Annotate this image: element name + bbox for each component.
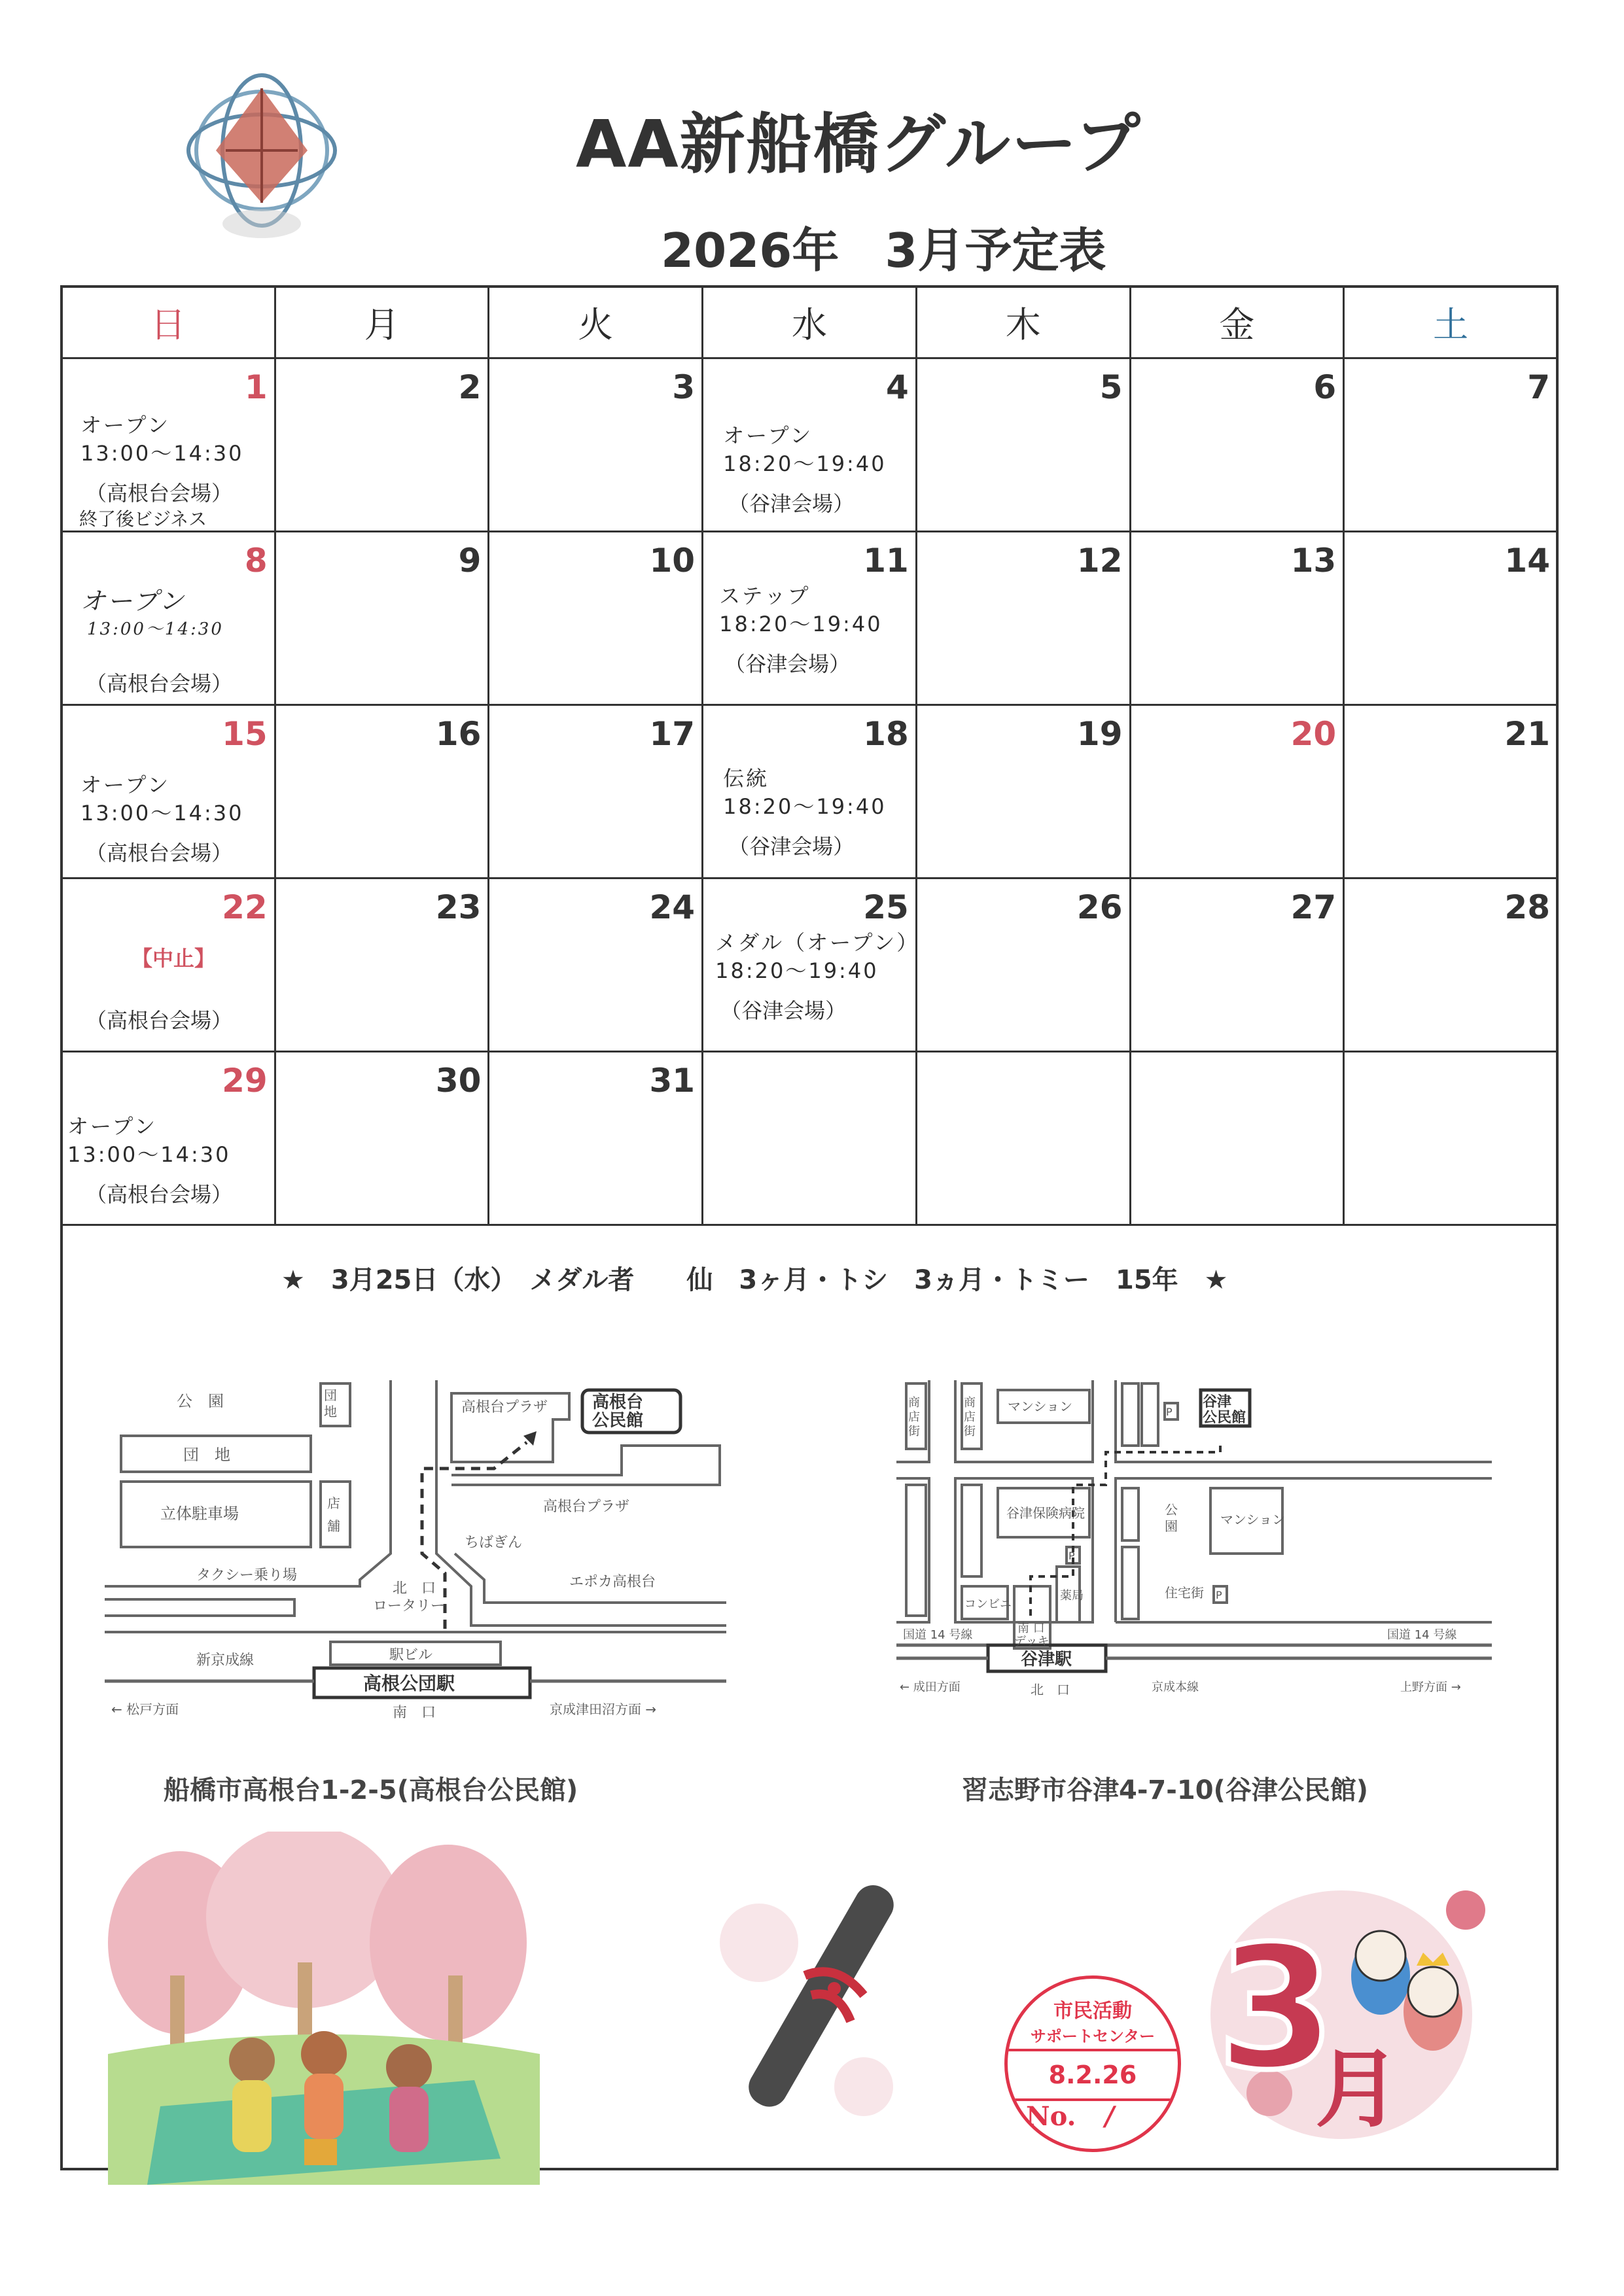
day-number: 3 [672, 368, 696, 406]
day-cell [916, 358, 1130, 532]
day-cell [275, 705, 489, 878]
svg-text:← 松戸方面: ← 松戸方面 [111, 1701, 179, 1717]
event-title: メダル（オープン） [715, 930, 920, 955]
svg-text:立体駐車場: 立体駐車場 [160, 1505, 239, 1523]
day-number: 5 [1099, 368, 1123, 406]
weekday-saturday: 土 [1344, 287, 1558, 358]
day-number: 4 [886, 368, 909, 406]
day-number-holiday: 20 [1290, 715, 1337, 753]
svg-text:公民館: 公民館 [592, 1411, 644, 1431]
day-cell-empty [1344, 1052, 1558, 1225]
day-number: 12 [1076, 542, 1123, 580]
day-number: 10 [649, 542, 696, 580]
day-cell-empty [916, 1052, 1130, 1225]
day-cell [489, 532, 703, 705]
day-number: 8 [244, 542, 268, 580]
day-cell [1130, 358, 1344, 532]
svg-text:商: 商 [908, 1396, 920, 1410]
day-cell [489, 878, 703, 1052]
day-cell [916, 878, 1130, 1052]
map-takanedai-caption: 船橋市高根台1-2-5(高根台公民館) [164, 1775, 578, 1805]
svg-text:京成本線: 京成本線 [1152, 1680, 1199, 1694]
svg-text:谷津: 谷津 [1203, 1394, 1232, 1410]
event-venue: （谷津会場） [724, 652, 851, 677]
event-time: 18:20〜19:40 [719, 612, 883, 637]
svg-text:高根台: 高根台 [592, 1393, 644, 1412]
day-number: 11 [863, 542, 909, 580]
svg-text:谷津保険病院: 谷津保険病院 [1006, 1505, 1085, 1521]
takanedai-map-labels [111, 1387, 656, 1721]
svg-text:マンション: マンション [1008, 1399, 1073, 1414]
event-time: 13:00〜14:30 [67, 1142, 231, 1168]
svg-text:園: 園 [1165, 1518, 1178, 1534]
day-number: 23 [435, 888, 482, 926]
svg-text:高根台プラザ: 高根台プラザ [461, 1399, 548, 1416]
day-number: 9 [458, 542, 482, 580]
diploma-scroll-illustration [707, 1864, 903, 2139]
day-number: 13 [1290, 542, 1337, 580]
map-yatsu [890, 1334, 1505, 1740]
svg-text:谷津駅: 谷津駅 [1021, 1650, 1072, 1669]
day-cell [1344, 358, 1558, 532]
day-cell-empty [703, 1052, 917, 1225]
day-cell [275, 878, 489, 1052]
reception-stamp [1004, 1975, 1181, 2152]
event-venue: （谷津会場） [728, 834, 855, 860]
event-title: オープン [67, 1114, 158, 1139]
cancel-label: 【中止】 [132, 946, 216, 971]
weekday-tuesday: 火 [489, 287, 703, 358]
event [703, 582, 915, 679]
svg-text:京成津田沼方面 →: 京成津田沼方面 → [550, 1701, 657, 1717]
weekday-friday: 金 [1130, 287, 1344, 358]
weekday-header-row [62, 287, 1558, 358]
weekday-thursday: 木 [916, 287, 1130, 358]
svg-text:公: 公 [1165, 1502, 1178, 1518]
page-title: AA新船橋グループ [576, 106, 1142, 183]
day-number: 21 [1504, 715, 1550, 753]
svg-text:コンビニ: コンビニ [964, 1597, 1012, 1611]
event-venue: （高根台会場） [86, 1182, 233, 1208]
weekday-sunday: 日 [62, 287, 275, 358]
day-cell [703, 878, 920, 1052]
svg-text:上野方面 →: 上野方面 → [1400, 1680, 1461, 1694]
week-row [62, 532, 1558, 705]
event-time: 18:20〜19:40 [723, 794, 887, 820]
day-number: 2 [458, 368, 482, 406]
day-cell [1344, 532, 1558, 705]
day-cell [916, 705, 1130, 878]
svg-text:デッキ: デッキ [1014, 1635, 1050, 1648]
day-cell [703, 532, 917, 705]
day-cell [489, 705, 703, 878]
day-cell [489, 1052, 703, 1225]
day-cell [1130, 705, 1344, 878]
day-cell [62, 878, 275, 1052]
week-row [62, 705, 1558, 878]
calendar-grid [60, 285, 1559, 1226]
svg-text:店: 店 [964, 1410, 976, 1424]
svg-text:薬局: 薬局 [1060, 1589, 1084, 1603]
svg-text:南 口: 南 口 [393, 1705, 436, 1721]
stamp-line1: 市民活動 [1053, 2000, 1132, 2023]
event-venue: （高根台会場） [86, 841, 233, 866]
day-number: 30 [435, 1062, 482, 1100]
svg-text:P: P [1068, 1550, 1075, 1562]
event-venue: （高根台会場） [86, 671, 233, 697]
day-number: 26 [1076, 888, 1123, 926]
day-number: 18 [863, 715, 909, 753]
month-char: 月 [1315, 2040, 1401, 2139]
day-cell [703, 358, 917, 532]
svg-text:国道 14 号線: 国道 14 号線 [903, 1628, 973, 1642]
month-label: 3月予定表 [885, 223, 1106, 278]
week-row [62, 358, 1558, 532]
svg-text:店: 店 [908, 1410, 920, 1424]
day-number: 27 [1290, 888, 1337, 926]
svg-text:街: 街 [908, 1425, 920, 1438]
aa-logo-icon [180, 52, 344, 249]
day-cell [62, 1052, 275, 1225]
day-cell-empty [1130, 1052, 1344, 1225]
svg-text:高根公団駅: 高根公団駅 [363, 1673, 455, 1694]
svg-text:マンション: マンション [1220, 1512, 1286, 1527]
day-cell [703, 705, 917, 878]
day-cell [62, 705, 275, 878]
day-cell [62, 532, 275, 705]
month-number: 3 [1217, 1910, 1335, 2108]
day-cell [1344, 705, 1558, 878]
stamp-no-label: No. [1026, 2101, 1076, 2132]
weekday-monday: 月 [275, 287, 489, 358]
svg-text:駅ビル: 駅ビル [389, 1647, 433, 1663]
week-row [62, 1052, 1558, 1225]
svg-text:エポカ高根台: エポカ高根台 [569, 1574, 656, 1590]
day-number: 6 [1313, 368, 1337, 406]
day-number: 22 [222, 888, 268, 926]
svg-text:高根台プラザ: 高根台プラザ [543, 1499, 630, 1515]
day-number: 29 [222, 1062, 268, 1100]
day-number: 17 [649, 715, 696, 753]
day-number: 24 [649, 888, 696, 926]
day-number: 19 [1076, 715, 1123, 753]
day-cell [62, 358, 275, 532]
week-row [62, 878, 1558, 1052]
event-title: オープン [723, 423, 813, 448]
event-venue: （谷津会場） [720, 998, 847, 1024]
event-title: オープン [80, 773, 171, 797]
day-number: 25 [863, 888, 909, 926]
march-hina-decoration [1184, 1884, 1498, 2146]
map-yatsu-caption: 習志野市谷津4-7-10(谷津公民館) [962, 1775, 1369, 1805]
day-number: 7 [1527, 368, 1550, 406]
event-venue: （高根台会場） [86, 1008, 233, 1034]
event-venue: （谷津会場） [728, 491, 855, 517]
map-takanedai [98, 1334, 726, 1740]
svg-text:ロータリー: ロータリー [373, 1598, 446, 1614]
stamp-line2: サポートセンター [1008, 2023, 1178, 2051]
medal-notice: ★ 3月25日（水） メダル者 仙 3ヶ月・トシ 3ヵ月・トミー 15年 ★ [281, 1265, 1228, 1295]
event [62, 411, 274, 531]
day-number: 28 [1504, 888, 1550, 926]
event [62, 931, 274, 1035]
svg-text:国道 14 号線: 国道 14 号線 [1387, 1628, 1457, 1642]
svg-text:公民館: 公民館 [1203, 1410, 1246, 1426]
event-handwritten [62, 585, 274, 699]
svg-text:← 成田方面: ← 成田方面 [900, 1680, 961, 1694]
event [703, 765, 915, 861]
event [62, 771, 274, 868]
schedule-subtitle [661, 213, 1106, 281]
svg-text:南 口: 南 口 [1017, 1622, 1045, 1635]
event-time: 18:20〜19:40 [723, 451, 887, 477]
day-cell [1130, 878, 1344, 1052]
day-cell [1130, 532, 1344, 705]
svg-text:公 園: 公 園 [177, 1392, 224, 1410]
svg-text:新京成線: 新京成線 [196, 1652, 255, 1669]
svg-text:北 口: 北 口 [393, 1580, 436, 1597]
day-cell [275, 532, 489, 705]
day-number: 16 [435, 715, 482, 753]
day-number: 31 [649, 1062, 696, 1100]
svg-text:ちばぎん: ちばぎん [465, 1535, 523, 1551]
day-number: 14 [1504, 542, 1550, 580]
event-time: 18:20〜19:40 [715, 958, 879, 984]
svg-text:タクシー乗り場: タクシー乗り場 [196, 1567, 298, 1584]
svg-text:舗: 舗 [327, 1518, 340, 1534]
svg-text:団: 団 [324, 1387, 337, 1403]
day-cell [1344, 878, 1558, 1052]
event-title: ステップ [719, 583, 811, 608]
event [62, 1113, 274, 1209]
event-time: 13:00〜14:30 [80, 441, 244, 466]
event-time: 13:00〜14:30 [80, 801, 244, 826]
svg-text:P: P [1216, 1589, 1222, 1601]
day-cell [916, 532, 1130, 705]
event [703, 929, 920, 1026]
svg-text:団 地: 団 地 [183, 1446, 230, 1464]
svg-text:地: 地 [324, 1404, 337, 1419]
day-cell [275, 1052, 489, 1225]
event [703, 422, 915, 519]
svg-text:商: 商 [964, 1396, 976, 1410]
event-title: オープン [80, 413, 171, 438]
svg-text:P: P [1166, 1406, 1173, 1418]
svg-text:街: 街 [964, 1425, 976, 1438]
hanami-picnic-illustration [108, 1832, 540, 2185]
year-label: 2026年 [661, 223, 839, 278]
stamp-date: 8.2.26 [1008, 2051, 1178, 2101]
event-venue: （高根台会場） [86, 481, 233, 506]
day-cell [489, 358, 703, 532]
event-title: オープン [80, 587, 186, 616]
day-number: 1 [244, 368, 268, 406]
stamp-no-value: / [1104, 2101, 1115, 2132]
svg-text:店: 店 [327, 1495, 340, 1511]
event-note: 終了後ビジネス [79, 508, 207, 530]
svg-text:住宅街: 住宅街 [1165, 1585, 1204, 1601]
day-cell [275, 358, 489, 532]
yatsu-map-labels [900, 1394, 1461, 1697]
weekday-wednesday: 水 [703, 287, 917, 358]
svg-text:北 口: 北 口 [1031, 1682, 1070, 1697]
event-time: 13:00〜14:30 [87, 619, 224, 640]
day-number: 15 [222, 715, 268, 753]
event-title: 伝統 [723, 766, 769, 791]
